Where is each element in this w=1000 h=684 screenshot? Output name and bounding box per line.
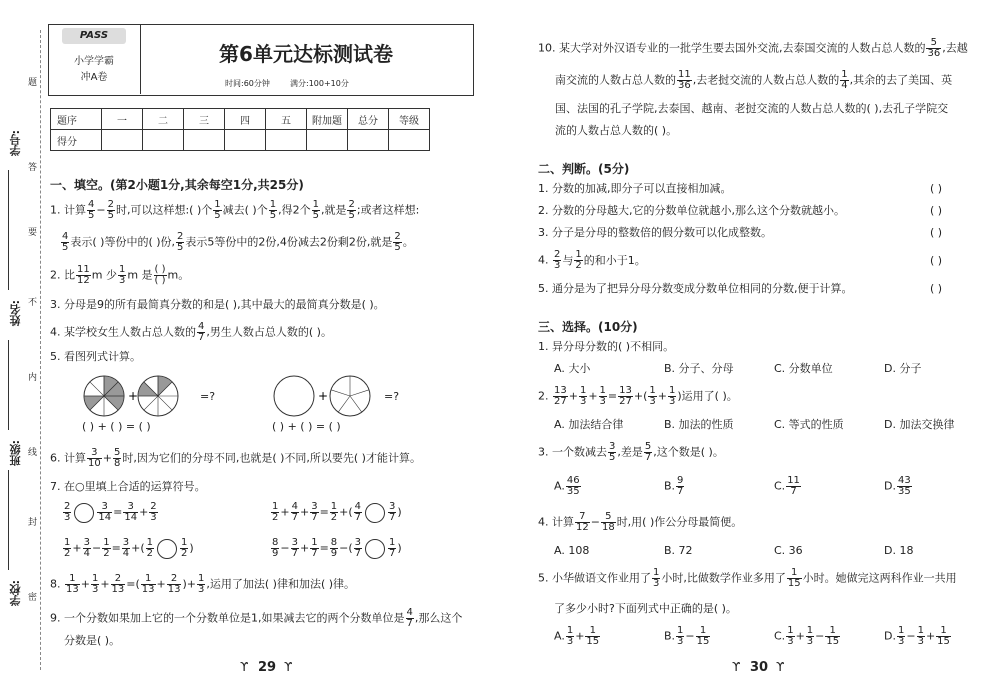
choice-1-option[interactable]: B. 分子、分母 — [664, 362, 734, 375]
fraction: $\frac{1}{3}$ — [787, 625, 794, 647]
text-run: ,这个数是( )。 — [653, 445, 724, 459]
question-1a — [50, 200, 419, 221]
question-10a — [538, 38, 968, 59]
text-run: ) — [397, 505, 402, 519]
svg-text:+: + — [318, 389, 329, 403]
fraction: $\frac{5}{36}$ — [927, 37, 941, 59]
fraction: $\frac{1}{15}$ — [696, 625, 710, 647]
judge-answer-box[interactable]: ( ) — [930, 226, 943, 239]
text-run: = — [113, 505, 123, 519]
fraction: $\frac{13}{27}$ — [554, 385, 567, 407]
fraction: $\frac{1}{3}$ — [917, 625, 924, 647]
text-run: B. — [664, 629, 676, 643]
fraction: $\frac{1}{3}$ — [198, 573, 205, 595]
fraction: $\frac{4}{7}$ — [354, 501, 362, 523]
fraction: $\frac{4}{7}$ — [406, 607, 413, 629]
fraction: $\frac{13}{27}$ — [619, 385, 632, 407]
fill-line — [8, 170, 9, 290]
text-run: 与 — [562, 253, 574, 267]
q7-item-c — [62, 538, 194, 559]
fraction: $\frac{2}{3}$ — [150, 501, 157, 523]
fraction: $\frac{2}{3}$ — [64, 501, 71, 523]
fraction: $\frac{3}{7}$ — [311, 501, 318, 523]
text-run: + — [795, 629, 805, 643]
class-label: 班级: — [9, 440, 22, 467]
q5-figure-a — [82, 374, 202, 418]
choice-2-option[interactable]: C. 等式的性质 — [774, 418, 844, 431]
text-run: 小时。她做完这两科作业一共用 — [802, 571, 957, 585]
page-ornament-right: ϒ — [732, 660, 741, 674]
page-ornament-right: ϒ — [776, 660, 785, 674]
fraction: $\frac{1}{5}$ — [269, 199, 277, 221]
question-7: 7. 在○里填上合适的运算符号。 — [50, 480, 206, 493]
fraction: $\frac{4}{7}$ — [291, 501, 298, 523]
fraction: $\frac{1}{2}$ — [64, 537, 71, 559]
judge-1: 1. 分数的加减,即分子可以直接相加减。 — [538, 182, 732, 195]
fraction: $\frac{3}{5}$ — [609, 441, 616, 463]
question-4 — [50, 322, 332, 343]
choice-2-option[interactable]: D. 加法交换律 — [884, 418, 955, 431]
text-run: +( — [339, 505, 353, 519]
choice-4-option[interactable]: A. 108 — [554, 544, 590, 557]
text-run: A. — [554, 479, 565, 493]
full-score: 满分:100+10分 — [290, 79, 349, 88]
score-cell[interactable] — [225, 130, 266, 151]
text-run: 8. — [50, 577, 64, 591]
text-run: 2. — [538, 389, 552, 403]
choice-3 — [538, 442, 724, 463]
question-10b — [555, 70, 952, 91]
choice-5-option[interactable] — [884, 626, 952, 647]
section-choice: 三、选择。(10分) — [538, 320, 638, 334]
fraction: $\frac{8}{9}$ — [272, 537, 279, 559]
page-title: 第6单元达标测试卷 — [219, 42, 393, 66]
q5-equals-b: =? — [384, 390, 400, 403]
choice-3-option[interactable] — [554, 476, 582, 497]
choice-3-option[interactable] — [884, 476, 913, 497]
score-table-header: 三 — [184, 109, 225, 130]
fraction: $\frac{43}{35}$ — [897, 475, 911, 497]
text-run: B. — [664, 479, 676, 493]
fraction: $\frac{1}{15}$ — [586, 625, 600, 647]
fraction: $\frac{1}{2}$ — [330, 501, 338, 523]
fill-line — [8, 340, 9, 430]
text-run: = — [319, 505, 329, 519]
text-run: + — [588, 389, 598, 403]
judge-answer-box[interactable]: ( ) — [930, 204, 943, 217]
text-run: 5. 小华做语文作业用了 — [538, 571, 651, 585]
score-table-header: 总分 — [348, 109, 389, 130]
fraction: $\frac{1}{3}$ — [677, 625, 684, 647]
text-run: ,得2个 — [278, 203, 311, 217]
fraction: $\frac{11}{7}$ — [787, 475, 800, 497]
text-run: − — [280, 541, 290, 555]
score-cell[interactable] — [266, 130, 307, 151]
fraction: $\frac{1}{2}$ — [575, 249, 582, 271]
student-id-label: 学号: — [9, 130, 22, 157]
score-table-header: 二 — [143, 109, 184, 130]
choice-4-option[interactable]: D. 18 — [884, 544, 914, 557]
text-run: 南交流的人数占总人数的 — [555, 73, 676, 87]
text-run: + — [299, 505, 310, 519]
fraction: $\frac{11}{12}$ — [77, 264, 90, 286]
choice-5b: 了多少小时?下面列式中正确的是( )。 — [554, 602, 737, 615]
judge-2: 2. 分数的分母越大,它的分数单位就越小,那么这个分数就越小。 — [538, 204, 845, 217]
text-run: − — [91, 541, 102, 555]
text-run: + — [100, 577, 110, 591]
question-5: 5. 看图列式计算。 — [50, 350, 141, 363]
question-6 — [50, 448, 421, 469]
choice-5a — [538, 568, 957, 589]
fraction: ( ) ( ) — [154, 264, 166, 286]
fraction: $\frac{4}{5}$ — [62, 231, 69, 253]
fraction: $\frac{1}{3}$ — [91, 573, 99, 595]
text-run: − — [906, 629, 916, 643]
text-run: 3. 一个数减去 — [538, 445, 607, 459]
page-number-left: 29 — [258, 660, 277, 675]
section-fill-blank: 一、填空。(第2小题1分,其余每空1分,共25分) — [50, 178, 304, 192]
score-table-header: 题序 — [51, 109, 102, 130]
fraction: $\frac{1}{3}$ — [566, 625, 574, 647]
text-run: 小时,比做数学作业多用了 — [661, 571, 786, 585]
question-2 — [50, 265, 189, 286]
choice-1-option[interactable]: D. 分子 — [884, 362, 922, 375]
fraction: $\frac{2}{5}$ — [177, 231, 184, 253]
score-cell[interactable] — [389, 130, 430, 151]
fraction: $\frac{1}{7}$ — [311, 537, 318, 559]
fraction: $\frac{2}{3}$ — [554, 249, 561, 271]
fraction: $\frac{1}{3}$ — [653, 567, 660, 589]
text-run: + — [575, 629, 585, 643]
fraction: $\frac{1}{15}$ — [826, 625, 840, 647]
text-run: + — [299, 541, 310, 555]
text-run: m 少 — [91, 268, 117, 282]
fraction: $\frac{5}{18}$ — [601, 511, 615, 533]
judge-answer-box[interactable]: ( ) — [930, 254, 943, 267]
text-run: ,去越 — [942, 41, 968, 55]
text-run: 1. 计算 — [50, 203, 86, 217]
fraction: $\frac{7}{12}$ — [576, 511, 589, 533]
question-1b — [60, 232, 414, 253]
fraction: $\frac{1}{15}$ — [787, 567, 801, 589]
text-run: 4. 计算 — [538, 515, 574, 529]
fraction: $\frac{3}{4}$ — [83, 537, 90, 559]
school-label: 学校: — [9, 580, 22, 607]
pass-logo: PASS — [62, 28, 126, 44]
fraction: $\frac{1}{3}$ — [668, 385, 676, 407]
choice-2-option[interactable]: B. 加法的性质 — [664, 418, 734, 431]
text-run: 表示( )等份中的( )份, — [70, 235, 176, 249]
choice-2 — [538, 386, 738, 407]
judge-answer-box[interactable]: ( ) — [930, 182, 943, 195]
judge-answer-box[interactable]: ( ) — [930, 282, 943, 295]
fraction: $\frac{1}{15}$ — [937, 625, 950, 647]
section-judge: 二、判断。(5分) — [538, 162, 630, 176]
fraction: $\frac{1}{13}$ — [141, 573, 155, 595]
fraction: $\frac{1}{3}$ — [897, 625, 905, 647]
text-run: ,就是 — [320, 203, 347, 217]
series-line1: 小学学霸 — [74, 56, 114, 67]
fraction: $\frac{1}{2}$ — [272, 501, 279, 523]
seal-char: 密 — [28, 593, 38, 603]
fraction: $\frac{1}{5}$ — [312, 199, 319, 221]
text-run: m。 — [167, 268, 190, 282]
page-ornament-left: ϒ — [284, 660, 293, 674]
fraction: $\frac{2}{5}$ — [394, 231, 401, 253]
score-row-label: 得分 — [51, 130, 102, 151]
text-run: ,运用了加法( )律和加法( )律。 — [206, 577, 356, 591]
text-run: ,差是 — [617, 445, 643, 459]
text-run: ,男生人数占总人数的( )。 — [206, 325, 332, 339]
text-run: )+ — [182, 577, 196, 591]
score-cell[interactable] — [348, 130, 389, 151]
score-table-row — [51, 130, 430, 151]
question-10c: 国、法国的孔子学院,去泰国、越南、老挝交流的人数占总人数的( ),去孔子学院交 — [555, 102, 949, 115]
operator-blank-circle[interactable] — [157, 539, 177, 559]
fraction: $\frac{1}{2}$ — [146, 537, 154, 559]
text-run: C. — [774, 629, 786, 643]
fraction: $\frac{1}{2}$ — [103, 537, 110, 559]
question-9b: 分数是( )。 — [64, 634, 121, 647]
text-run: + — [102, 451, 112, 465]
fraction: $\frac{1}{7}$ — [389, 537, 396, 559]
choice-4-option[interactable]: C. 36 — [774, 544, 803, 557]
fraction: $\frac{3}{4}$ — [122, 537, 130, 559]
text-run: 时,用( )作公分母最简便。 — [616, 515, 743, 529]
pie-eighths-a — [84, 376, 124, 416]
q7-item-b — [270, 502, 402, 523]
text-run: + — [925, 629, 936, 643]
text-run: = — [111, 541, 121, 555]
choice-1-option[interactable]: C. 分数单位 — [774, 362, 833, 375]
text-run: + — [80, 577, 90, 591]
fraction: $\frac{1}{3}$ — [579, 385, 587, 407]
fraction: $\frac{1}{4}$ — [841, 69, 848, 91]
text-run: 10. 某大学对外汉语专业的一批学生要去国外交流,去泰国交流的人数占总人数的 — [538, 41, 926, 55]
text-run: ) — [397, 541, 402, 555]
seal-char: 内 — [28, 373, 38, 383]
fraction: $\frac{3}{7}$ — [291, 537, 298, 559]
score-table-header: 等级 — [389, 109, 430, 130]
pie-fifths — [330, 376, 370, 416]
question-3: 3. 分母是9的所有最简真分数的和是( ),其中最大的最简真分数是( )。 — [50, 298, 385, 311]
text-run: = — [607, 389, 618, 403]
text-run: + — [657, 389, 667, 403]
seal-char: 答 — [28, 163, 38, 173]
svg-text:+: + — [128, 389, 139, 403]
fraction: $\frac{3}{7}$ — [389, 501, 396, 523]
text-run: C. — [774, 479, 786, 493]
name-label: 姓名: — [9, 300, 22, 327]
choice-4-option[interactable]: B. 72 — [664, 544, 693, 557]
text-run: 。 — [402, 235, 414, 249]
judge-3: 3. 分子是分母的整数倍的假分数可以化成整数。 — [538, 226, 772, 239]
fraction: $\frac{1}{3}$ — [599, 385, 606, 407]
text-run: − — [96, 203, 106, 217]
q5-answer-b: ( ) + ( ) = ( ) — [272, 420, 341, 433]
score-table-header: 五 — [266, 109, 307, 130]
text-run: 6. 计算 — [50, 451, 86, 465]
fraction: $\frac{4}{7}$ — [198, 321, 205, 343]
question-9a — [50, 608, 462, 629]
fraction: $\frac{8}{9}$ — [330, 537, 338, 559]
exam-time: 时间:60分钟 — [225, 79, 270, 88]
fraction: $\frac{4}{5}$ — [88, 199, 95, 221]
text-run: +( — [633, 389, 648, 403]
q5-figure-b — [272, 374, 382, 418]
seal-char: 不 — [28, 298, 38, 308]
q7-item-a — [62, 502, 159, 523]
fraction: $\frac{1}{3}$ — [118, 264, 126, 286]
score-cell[interactable] — [307, 130, 348, 151]
score-table-header: 四 — [225, 109, 266, 130]
text-run: 时,可以这样想:( )个 — [115, 203, 213, 217]
score-cell[interactable] — [184, 130, 225, 151]
text-run: + — [156, 577, 166, 591]
page-number-right: 30 — [750, 660, 769, 675]
pie-plain — [274, 376, 314, 416]
fraction: $\frac{1}{5}$ — [214, 199, 221, 221]
fraction: $\frac{2}{13}$ — [167, 573, 181, 595]
text-run: −( — [339, 541, 353, 555]
text-run: =( — [126, 577, 140, 591]
text-run: ,那么这个 — [414, 611, 463, 625]
text-run: − — [815, 629, 825, 643]
seal-char: 线 — [28, 448, 38, 458]
choice-5-option[interactable] — [664, 626, 711, 647]
text-run: +( — [131, 541, 145, 555]
text-run: − — [685, 629, 695, 643]
score-table — [50, 108, 430, 151]
text-run: m 是 — [127, 268, 153, 282]
text-run: 4. 某学校女生人数占总人数的 — [50, 325, 196, 339]
seal-char: 要 — [28, 228, 38, 238]
text-run: + — [280, 505, 290, 519]
fraction: $\frac{2}{5}$ — [107, 199, 114, 221]
text-run: ) — [189, 541, 194, 555]
text-run: 表示5等份中的2份,4份减去2份剩2份,就是 — [185, 235, 393, 249]
text-run: 9. 一个分数如果加上它的一个分数单位是1,如果减去它的两个分数单位是 — [50, 611, 405, 625]
choice-2-option[interactable]: A. 加法结合律 — [554, 418, 624, 431]
text-run: − — [590, 515, 600, 529]
text-run: 减去( )个 — [222, 203, 268, 217]
text-run: ;或者这样想: — [356, 203, 420, 217]
fraction: $\frac{2}{5}$ — [348, 199, 355, 221]
fraction: $\frac{3}{14}$ — [98, 501, 112, 523]
cut-line — [40, 30, 41, 670]
text-run: + — [568, 389, 578, 403]
fraction: $\frac{1}{3}$ — [649, 385, 656, 407]
judge-4-num: 4. — [538, 253, 549, 267]
judge-5: 5. 通分是为了把异分母分数变成分数单位相同的分数,便于计算。 — [538, 282, 853, 295]
choice-3-option[interactable] — [774, 476, 802, 497]
pie-eighths-b — [138, 376, 178, 416]
fraction: $\frac{5}{8}$ — [113, 447, 121, 469]
text-run: + — [139, 505, 149, 519]
text-run: A. — [554, 629, 565, 643]
text-run: ,去老挝交流的人数占总人数的 — [692, 73, 840, 87]
judge-4-text — [552, 249, 646, 271]
text-run: = — [319, 541, 329, 555]
fraction: $\frac{1}{3}$ — [806, 625, 814, 647]
fraction: $\frac{3}{7}$ — [354, 537, 362, 559]
seal-char: 封 — [28, 518, 38, 528]
text-run: )运用了( )。 — [677, 389, 738, 403]
fraction: $\frac{5}{7}$ — [644, 441, 652, 463]
score-table-header: 一 — [102, 109, 143, 130]
q7-item-d — [270, 538, 402, 559]
operator-blank-circle[interactable] — [365, 539, 385, 559]
fraction: $\frac{3}{14}$ — [124, 501, 138, 523]
judge-4 — [538, 250, 646, 271]
score-table-header: 附加题 — [307, 109, 348, 130]
fraction: $\frac{46}{35}$ — [566, 475, 580, 497]
q5-answer-a: ( ) + ( ) = ( ) — [82, 420, 151, 433]
text-run: ,其余的去了美国、英 — [849, 73, 953, 87]
text-run: 时,因为它们的分母不同,也就是( )不同,所以要先( )才能计算。 — [122, 451, 421, 465]
fraction: $\frac{1}{2}$ — [181, 537, 188, 559]
operator-blank-circle[interactable] — [74, 503, 94, 523]
fraction: $\frac{3}{10}$ — [88, 447, 101, 469]
score-cell[interactable] — [143, 130, 184, 151]
fraction: $\frac{1}{13}$ — [66, 573, 79, 595]
fraction: $\frac{2}{13}$ — [111, 573, 125, 595]
question-10d: 流的人数占总人数的( )。 — [555, 124, 678, 137]
text-run: D. — [884, 479, 896, 493]
page-ornament-left: ϒ — [240, 660, 249, 674]
seal-char: 题 — [28, 78, 38, 88]
score-table-header-row — [51, 109, 430, 130]
choice-5-option[interactable] — [774, 626, 841, 647]
choice-4 — [538, 512, 742, 533]
choice-5-option[interactable] — [554, 626, 601, 647]
q5-equals-a: =? — [200, 390, 216, 403]
text-run: 2. 比 — [50, 268, 75, 282]
score-cell[interactable] — [102, 130, 143, 151]
choice-1: 1. 异分母分数的( )不相同。 — [538, 340, 675, 353]
fill-line — [8, 470, 9, 570]
text-run: + — [72, 541, 82, 555]
question-8 — [50, 574, 355, 595]
fraction: $\frac{11}{36}$ — [678, 69, 691, 91]
text-run: D. — [884, 629, 896, 643]
choice-1-option[interactable]: A. 大小 — [554, 362, 591, 375]
text-run: 的和小于1。 — [583, 253, 646, 267]
choice-3-option[interactable] — [664, 476, 685, 497]
series-line2: 冲A卷 — [80, 72, 108, 83]
fraction: $\frac{9}{7}$ — [677, 475, 684, 497]
operator-blank-circle[interactable] — [365, 503, 385, 523]
